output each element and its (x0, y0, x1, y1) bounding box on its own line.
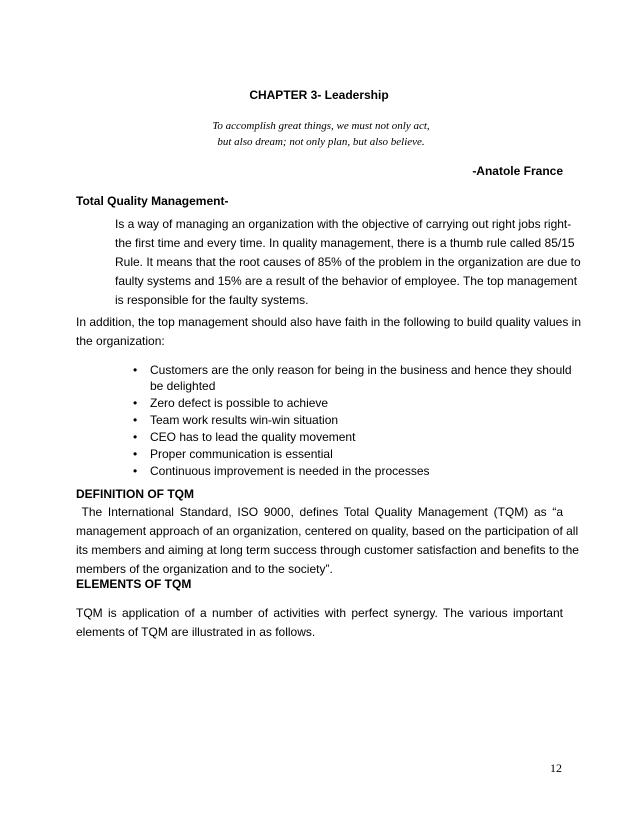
addition-paragraph (76, 313, 581, 351)
elements-heading: ELEMENTS OF TQM (76, 577, 192, 591)
definition-paragraph (76, 503, 579, 579)
definition-line-3: its members and aiming at long term success through customer satisfaction and benefits to the (76, 543, 579, 557)
list-item-text: Team work results win-win situation (150, 413, 339, 427)
list-item (133, 463, 563, 479)
addition-line-1: In addition, the top management should also have faith in the following to build quality values in (76, 315, 581, 329)
chapter-title: CHAPTER 3- Leadership (249, 88, 389, 102)
tqm-line-4: faulty systems and 15% are a result of the behavior of employee. The top management (115, 274, 578, 288)
definition-line-4: members of the organization and to the society”. (76, 562, 333, 576)
list-item-text: Zero defect is possible to achieve (150, 396, 329, 410)
definition-heading: DEFINITION OF TQM (76, 487, 194, 501)
list-item (133, 412, 563, 428)
bullet-icon: • (133, 430, 138, 444)
quality-values-list (133, 362, 572, 480)
list-item-text: Proper communication is essential (150, 447, 333, 461)
elements-line-1: TQM is application of a number of activities with perfect synergy. The various important (76, 606, 563, 620)
tqm-line-5: is responsible for the faulty systems. (115, 293, 309, 307)
epigraph-quote (0, 118, 638, 150)
tqm-paragraph (115, 215, 581, 310)
list-item-text: Customers are the only reason for being in the business and hence they should (150, 363, 572, 377)
list-item-text: Continuous improvement is needed in the processes (150, 464, 430, 478)
quote-author: -Anatole France (472, 164, 563, 178)
tqm-line-3: Rule. It means that the root causes of 85% of the problem in the organization are due to (115, 255, 581, 269)
list-item (133, 446, 563, 462)
bullet-icon: • (133, 363, 138, 377)
tqm-heading: Total Quality Management- (76, 194, 229, 208)
list-item (133, 362, 572, 394)
list-item-text: CEO has to lead the quality movement (150, 430, 356, 444)
list-item (133, 395, 563, 411)
bullet-icon: • (133, 413, 138, 427)
tqm-line-1: Is a way of managing an organization with the objective of carrying out right jobs right- (115, 217, 572, 231)
elements-line-2: elements of TQM are illustrated in as follows. (76, 625, 316, 639)
quote-line-1: To accomplish great things, we must not only act, (212, 120, 430, 132)
list-item-text-cont: be delighted (150, 379, 216, 393)
bullet-icon: • (133, 396, 138, 410)
bullet-icon: • (133, 464, 138, 478)
definition-line-1: The International Standard, ISO 9000, defines Total Quality Management (TQM) as “a (76, 505, 563, 519)
addition-line-2: the organization: (76, 334, 165, 348)
bullet-icon: • (133, 447, 138, 461)
quote-line-2: but also dream; not only plan, but also believe. (217, 136, 425, 148)
definition-line-2: management approach of an organization, centered on quality, based on the participation of all (76, 524, 579, 538)
list-item (133, 429, 563, 445)
tqm-line-2: the first time and every time. In quality management, there is a thumb rule called 85/15 (115, 236, 575, 250)
page-number: 12 (550, 761, 562, 775)
elements-paragraph (76, 604, 563, 642)
